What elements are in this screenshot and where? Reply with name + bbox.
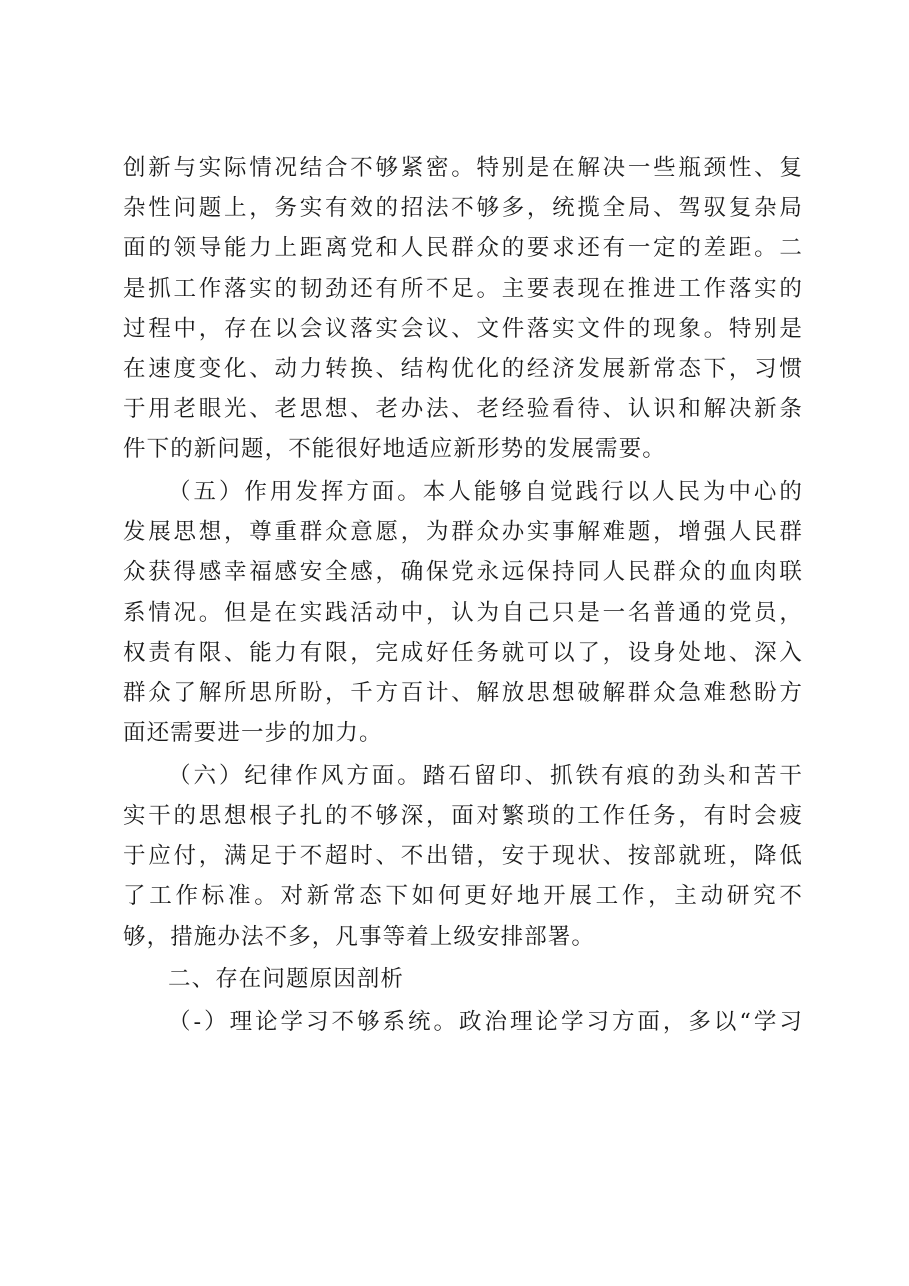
- paragraph-line: 众获得感幸福感安全感，确保党永远保持同人民群众的血肉联: [123, 559, 803, 586]
- paragraph-line: 群众了解所思所盼，千方百计、解放思想破解群众急难愁盼方: [123, 679, 803, 706]
- document-body: [123, 148, 803, 1042]
- paragraph-line: 于用老眼光、老思想、老办法、老经验看待、认识和解决新条: [123, 396, 803, 423]
- section-title: 二、存在问题原因剖析: [168, 966, 405, 993]
- paragraph-line: 面还需要进一步的加力。: [123, 720, 383, 747]
- paragraph-line: 创新与实际情况结合不够紧密。特别是在解决一些瓶颈性、复: [123, 155, 803, 181]
- paragraph-line: 杂性问题上，务实有效的招法不够多，统揽全局、驾驭复杂局: [123, 195, 803, 222]
- paragraph-line: 实干的思想根子扎的不够深，面对繁琐的工作任务，有时会疲: [123, 803, 803, 829]
- paragraph-line: 件下的新问题，不能很好地适应新形势的发展需要。: [123, 436, 666, 463]
- section-heading-line: （六）纪律作风方面。踏石留印、抓铁有痕的劲头和苦干: [168, 762, 803, 789]
- paragraph-line: 系情况。但是在实践活动中，认为自己只是一名普通的党员，: [123, 599, 803, 626]
- paragraph-line: 权责有限、能力有限，完成好任务就可以了，设身处地、深入: [123, 639, 803, 666]
- paragraph-line: 过程中，存在以会议落实会议、文件落实文件的现象。特别是: [123, 315, 803, 342]
- paragraph-line: 在速度变化、动力转换、结构优化的经济发展新常态下，习惯: [123, 355, 803, 382]
- paragraph-line: 面的领导能力上距离党和人民群众的要求还有一定的差距。二: [123, 235, 803, 262]
- paragraph-line: 发展思想，尊重群众意愿，为群众办实事解难题，增强人民群: [123, 519, 803, 546]
- section-heading-line: （五）作用发挥方面。本人能够自觉践行以人民为中心的: [168, 479, 803, 505]
- paragraph-line: 了工作标准。对新常态下如何更好地开展工作，主动研究不: [123, 883, 803, 910]
- paragraph-line: 够，措施办法不多，凡事等着上级安排部署。: [123, 923, 596, 950]
- subsection-heading-line: （-）理论学习不够系统。政治理论学习方面，多以“学习: [168, 1008, 803, 1035]
- paragraph-line: 是抓工作落实的韧劲还有所不足。主要表现在推进工作落实的: [123, 275, 803, 302]
- paragraph-line: 于应付，满足于不超时、不出错，安于现状、按部就班，降低: [123, 843, 803, 870]
